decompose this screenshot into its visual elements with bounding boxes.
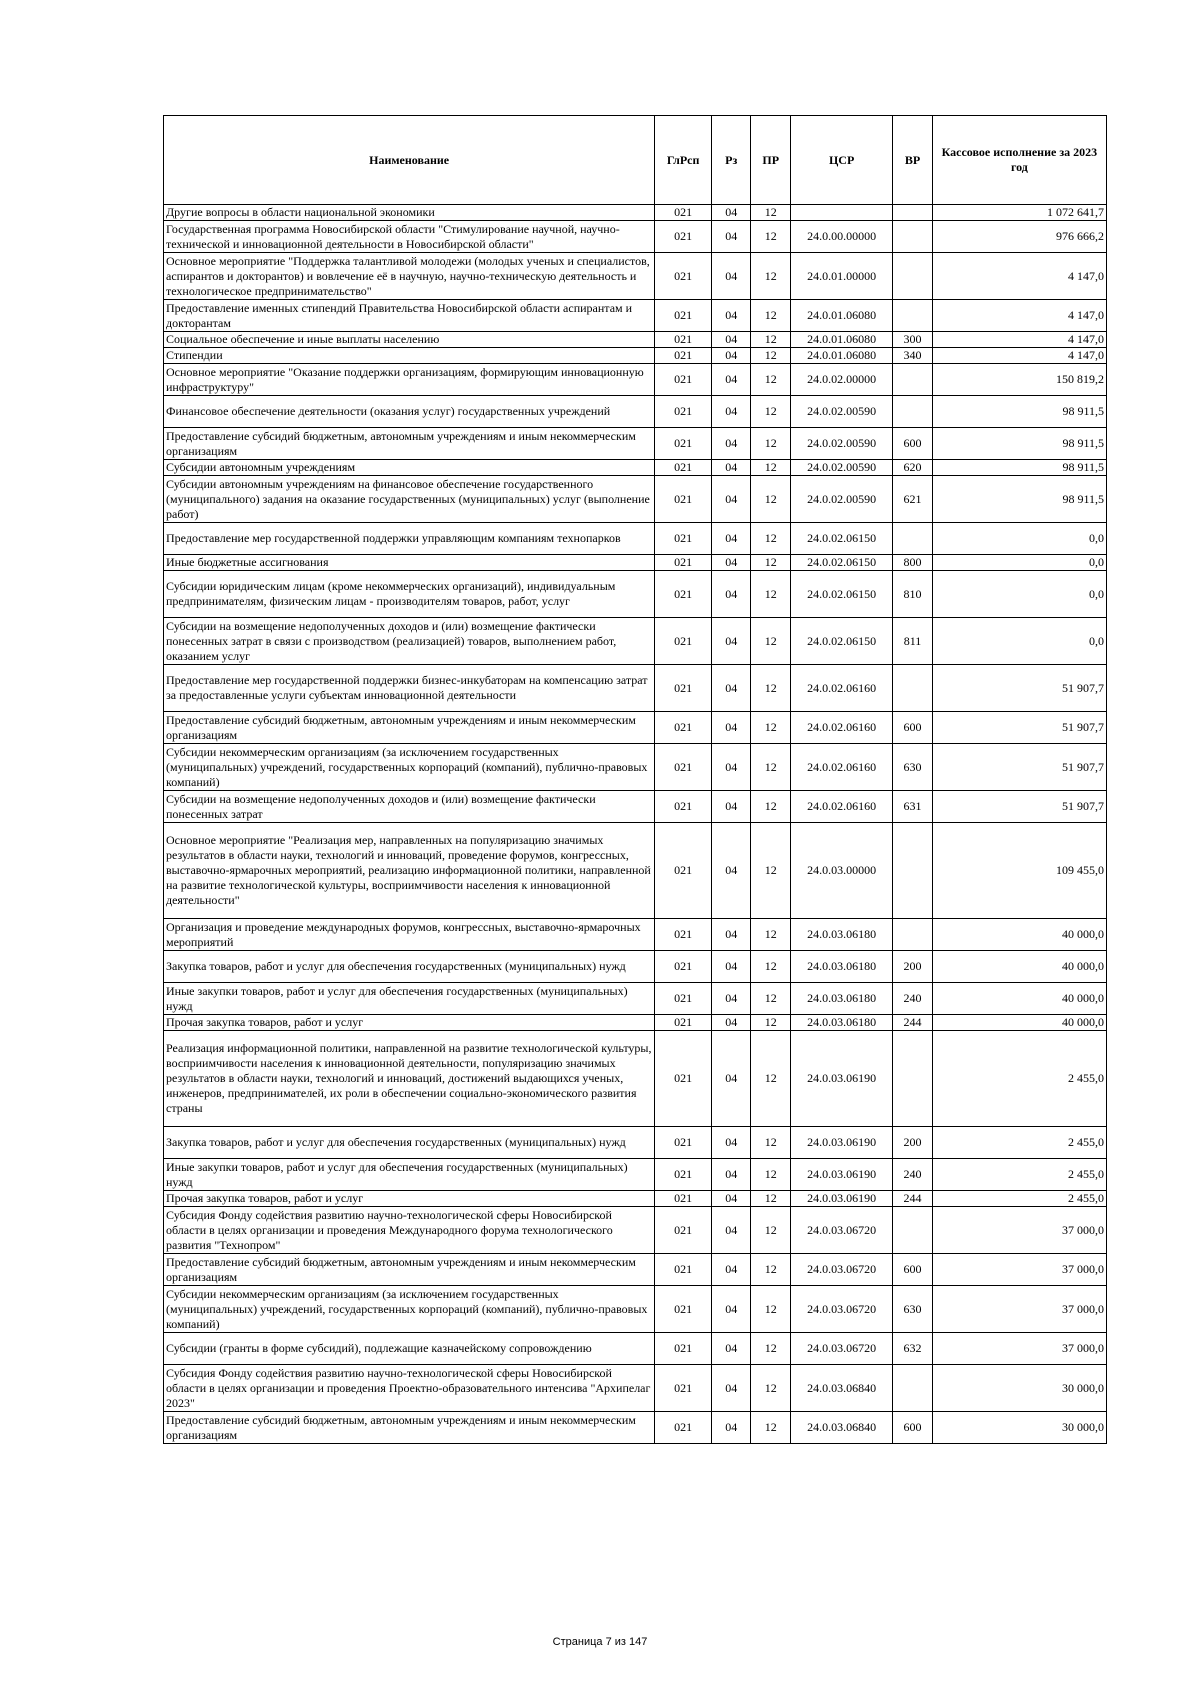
cell-amount: 51 907,7 xyxy=(932,665,1106,712)
cell-rz: 04 xyxy=(711,1015,751,1031)
cell-name: Иные закупки товаров, работ и услуг для обеспечения государственных (муниципальных) нужд xyxy=(164,1159,655,1191)
cell-rz: 04 xyxy=(711,951,751,983)
cell-rz: 04 xyxy=(711,1159,751,1191)
cell-csr: 24.0.03.06180 xyxy=(790,919,892,951)
cell-csr: 24.0.02.00590 xyxy=(790,460,892,476)
cell-pr: 12 xyxy=(751,460,791,476)
table-row xyxy=(164,555,1107,571)
cell-csr: 24.0.03.06720 xyxy=(790,1254,892,1286)
cell-pr: 12 xyxy=(751,951,791,983)
cell-name: Реализация информационной политики, направленной на развитие технологической культуры, восприимчивости населения к инновационной деятельности, популяризацию значимых результатов в области науки, технологий и инноваций, достижений выдающихся ученых, инженеров, предпринимателей, их роли в обеспечении социально-экономического развития страны xyxy=(164,1031,655,1127)
cell-rz: 04 xyxy=(711,1365,751,1412)
cell-rz: 04 xyxy=(711,618,751,665)
cell-vr: 200 xyxy=(893,951,933,983)
cell-vr: 620 xyxy=(893,460,933,476)
cell-csr: 24.0.01.06080 xyxy=(790,348,892,364)
cell-csr: 24.0.03.06190 xyxy=(790,1031,892,1127)
cell-vr xyxy=(893,1031,933,1127)
cell-pr: 12 xyxy=(751,744,791,791)
cell-amount: 0,0 xyxy=(932,571,1106,618)
cell-csr: 24.0.03.06180 xyxy=(790,1015,892,1031)
cell-amount: 109 455,0 xyxy=(932,823,1106,919)
cell-pr: 12 xyxy=(751,1127,791,1159)
table-body xyxy=(164,205,1107,1444)
cell-pr: 12 xyxy=(751,523,791,555)
cell-amount: 4 147,0 xyxy=(932,332,1106,348)
cell-glrsp: 021 xyxy=(655,1207,712,1254)
cell-csr: 24.0.03.06190 xyxy=(790,1159,892,1191)
cell-rz: 04 xyxy=(711,571,751,618)
cell-glrsp: 021 xyxy=(655,1365,712,1412)
cell-glrsp: 021 xyxy=(655,1412,712,1444)
cell-glrsp: 021 xyxy=(655,396,712,428)
cell-csr: 24.0.03.06180 xyxy=(790,951,892,983)
cell-glrsp: 021 xyxy=(655,791,712,823)
cell-pr: 12 xyxy=(751,791,791,823)
cell-name: Социальное обеспечение и иные выплаты населению xyxy=(164,332,655,348)
cell-pr: 12 xyxy=(751,1365,791,1412)
cell-amount: 30 000,0 xyxy=(932,1412,1106,1444)
cell-name: Основное мероприятие "Реализация мер, направленных на популяризацию значимых результатов в области науки, технологий и инноваций, проведение форумов, конгрессных, выставочно-ярмарочных мероприятий, реализацию информационной политики, направленной на развитие технологической культуры, восприимчивости населения к инновационной деятельности" xyxy=(164,823,655,919)
cell-vr: 631 xyxy=(893,791,933,823)
cell-pr: 12 xyxy=(751,221,791,253)
cell-rz: 04 xyxy=(711,476,751,523)
table-row xyxy=(164,332,1107,348)
cell-csr xyxy=(790,205,892,221)
cell-name: Прочая закупка товаров, работ и услуг xyxy=(164,1191,655,1207)
table-row xyxy=(164,1127,1107,1159)
cell-pr: 12 xyxy=(751,205,791,221)
cell-vr xyxy=(893,665,933,712)
table-row xyxy=(164,712,1107,744)
cell-pr: 12 xyxy=(751,555,791,571)
cell-rz: 04 xyxy=(711,1254,751,1286)
cell-amount: 2 455,0 xyxy=(932,1031,1106,1127)
cell-rz: 04 xyxy=(711,1031,751,1127)
cell-pr: 12 xyxy=(751,983,791,1015)
cell-amount: 0,0 xyxy=(932,523,1106,555)
table-row xyxy=(164,665,1107,712)
table-row xyxy=(164,1333,1107,1365)
cell-name: Основное мероприятие "Поддержка талантливой молодежи (молодых ученых и специалистов, аспирантов и докторантов) и вовлечение её в научную, научно-техническую деятельность и технологическое предпринимательство" xyxy=(164,253,655,300)
cell-name: Предоставление субсидий бюджетным, автономным учреждениям и иным некоммерческим организациям xyxy=(164,712,655,744)
cell-name: Предоставление субсидий бюджетным, автономным учреждениям и иным некоммерческим организациям xyxy=(164,428,655,460)
cell-vr: 600 xyxy=(893,1412,933,1444)
cell-rz: 04 xyxy=(711,332,751,348)
cell-csr: 24.0.02.00590 xyxy=(790,428,892,460)
header-pr: ПР xyxy=(751,116,791,205)
cell-pr: 12 xyxy=(751,1254,791,1286)
budget-table xyxy=(163,115,1107,1444)
cell-vr: 240 xyxy=(893,983,933,1015)
cell-rz: 04 xyxy=(711,1127,751,1159)
cell-name: Другие вопросы в области национальной экономики xyxy=(164,205,655,221)
cell-amount: 37 000,0 xyxy=(932,1286,1106,1333)
cell-csr: 24.0.02.00590 xyxy=(790,476,892,523)
cell-amount: 40 000,0 xyxy=(932,1015,1106,1031)
cell-pr: 12 xyxy=(751,1333,791,1365)
cell-csr: 24.0.03.00000 xyxy=(790,823,892,919)
cell-vr: 800 xyxy=(893,555,933,571)
header-vr: ВР xyxy=(893,116,933,205)
cell-glrsp: 021 xyxy=(655,364,712,396)
cell-vr: 600 xyxy=(893,428,933,460)
cell-glrsp: 021 xyxy=(655,665,712,712)
cell-vr xyxy=(893,523,933,555)
cell-vr xyxy=(893,364,933,396)
cell-glrsp: 021 xyxy=(655,476,712,523)
cell-name: Субсидии автономным учреждениям на финансовое обеспечение государственного (муниципального) задания на оказание государственных (муниципальных) услуг (выполнение работ) xyxy=(164,476,655,523)
cell-vr xyxy=(893,1365,933,1412)
cell-amount: 37 000,0 xyxy=(932,1207,1106,1254)
cell-rz: 04 xyxy=(711,712,751,744)
header-amount: Кассовое исполнение за 2023 год xyxy=(932,116,1106,205)
cell-name: Прочая закупка товаров, работ и услуг xyxy=(164,1015,655,1031)
cell-pr: 12 xyxy=(751,1207,791,1254)
cell-amount: 4 147,0 xyxy=(932,300,1106,332)
cell-glrsp: 021 xyxy=(655,744,712,791)
cell-rz: 04 xyxy=(711,300,751,332)
cell-amount: 2 455,0 xyxy=(932,1159,1106,1191)
cell-pr: 12 xyxy=(751,348,791,364)
cell-vr: 244 xyxy=(893,1191,933,1207)
cell-name: Субсидии некоммерческим организациям (за исключением государственных (муниципальных) учреждений, государственных корпораций (компаний), публично-правовых компаний) xyxy=(164,1286,655,1333)
cell-amount: 30 000,0 xyxy=(932,1365,1106,1412)
cell-pr: 12 xyxy=(751,476,791,523)
header-glrsp: ГлРсп xyxy=(655,116,712,205)
table-row xyxy=(164,221,1107,253)
cell-glrsp: 021 xyxy=(655,1159,712,1191)
cell-vr: 600 xyxy=(893,1254,933,1286)
table-row xyxy=(164,205,1107,221)
table-row xyxy=(164,523,1107,555)
table-row xyxy=(164,1254,1107,1286)
cell-vr xyxy=(893,253,933,300)
cell-csr: 24.0.03.06720 xyxy=(790,1207,892,1254)
cell-rz: 04 xyxy=(711,348,751,364)
cell-amount: 98 911,5 xyxy=(932,460,1106,476)
cell-vr xyxy=(893,1207,933,1254)
table-row xyxy=(164,823,1107,919)
cell-rz: 04 xyxy=(711,665,751,712)
table-row xyxy=(164,300,1107,332)
cell-name: Субсидии (гранты в форме субсидий), подлежащие казначейскому сопровождению xyxy=(164,1333,655,1365)
cell-name: Субсидии юридическим лицам (кроме некоммерческих организаций), индивидуальным предпринимателям, физическим лицам - производителям товаров, работ, услуг xyxy=(164,571,655,618)
cell-csr: 24.0.02.06150 xyxy=(790,618,892,665)
cell-amount: 2 455,0 xyxy=(932,1191,1106,1207)
cell-name: Финансовое обеспечение деятельности (оказания услуг) государственных учреждений xyxy=(164,396,655,428)
cell-glrsp: 021 xyxy=(655,460,712,476)
table-row xyxy=(164,618,1107,665)
cell-glrsp: 021 xyxy=(655,1031,712,1127)
cell-glrsp: 021 xyxy=(655,919,712,951)
cell-vr: 340 xyxy=(893,348,933,364)
cell-glrsp: 021 xyxy=(655,1254,712,1286)
cell-glrsp: 021 xyxy=(655,1127,712,1159)
cell-name: Закупка товаров, работ и услуг для обеспечения государственных (муниципальных) нужд xyxy=(164,1127,655,1159)
cell-csr: 24.0.00.00000 xyxy=(790,221,892,253)
cell-vr xyxy=(893,300,933,332)
cell-rz: 04 xyxy=(711,1333,751,1365)
cell-amount: 40 000,0 xyxy=(932,951,1106,983)
cell-amount: 51 907,7 xyxy=(932,744,1106,791)
cell-amount: 98 911,5 xyxy=(932,396,1106,428)
table-row xyxy=(164,1365,1107,1412)
cell-pr: 12 xyxy=(751,428,791,460)
cell-rz: 04 xyxy=(711,983,751,1015)
cell-csr: 24.0.02.06160 xyxy=(790,744,892,791)
cell-pr: 12 xyxy=(751,1159,791,1191)
cell-glrsp: 021 xyxy=(655,221,712,253)
cell-vr: 200 xyxy=(893,1127,933,1159)
table-row xyxy=(164,1286,1107,1333)
cell-amount: 51 907,7 xyxy=(932,791,1106,823)
cell-vr: 621 xyxy=(893,476,933,523)
cell-vr: 240 xyxy=(893,1159,933,1191)
cell-csr: 24.0.03.06190 xyxy=(790,1127,892,1159)
cell-name: Предоставление субсидий бюджетным, автономным учреждениям и иным некоммерческим организациям xyxy=(164,1254,655,1286)
cell-amount: 40 000,0 xyxy=(932,983,1106,1015)
cell-glrsp: 021 xyxy=(655,1333,712,1365)
cell-glrsp: 021 xyxy=(655,712,712,744)
cell-pr: 12 xyxy=(751,712,791,744)
cell-vr xyxy=(893,221,933,253)
cell-pr: 12 xyxy=(751,1286,791,1333)
table-row xyxy=(164,460,1107,476)
cell-rz: 04 xyxy=(711,1191,751,1207)
cell-pr: 12 xyxy=(751,1191,791,1207)
cell-rz: 04 xyxy=(711,744,751,791)
cell-rz: 04 xyxy=(711,1412,751,1444)
cell-amount: 4 147,0 xyxy=(932,348,1106,364)
cell-glrsp: 021 xyxy=(655,618,712,665)
cell-amount: 37 000,0 xyxy=(932,1254,1106,1286)
cell-name: Субсидии некоммерческим организациям (за исключением государственных (муниципальных) учреждений, государственных корпораций (компаний), публично-правовых компаний) xyxy=(164,744,655,791)
table-row xyxy=(164,396,1107,428)
table-row xyxy=(164,428,1107,460)
cell-csr: 24.0.03.06180 xyxy=(790,983,892,1015)
cell-rz: 04 xyxy=(711,221,751,253)
cell-amount: 37 000,0 xyxy=(932,1333,1106,1365)
table-row xyxy=(164,1031,1107,1127)
cell-pr: 12 xyxy=(751,253,791,300)
cell-glrsp: 021 xyxy=(655,300,712,332)
table-row xyxy=(164,476,1107,523)
cell-name: Предоставление именных стипендий Правительства Новосибирской области аспирантам и докторантам xyxy=(164,300,655,332)
cell-name: Субсидии на возмещение недополученных доходов и (или) возмещение фактически понесенных затрат в связи с производством (реализацией) товаров, выполнением работ, оказанием услуг xyxy=(164,618,655,665)
cell-glrsp: 021 xyxy=(655,951,712,983)
cell-csr: 24.0.01.06080 xyxy=(790,332,892,348)
cell-csr: 24.0.03.06840 xyxy=(790,1365,892,1412)
cell-pr: 12 xyxy=(751,1031,791,1127)
cell-pr: 12 xyxy=(751,665,791,712)
cell-vr xyxy=(893,823,933,919)
cell-vr: 300 xyxy=(893,332,933,348)
cell-glrsp: 021 xyxy=(655,1286,712,1333)
cell-name: Предоставление субсидий бюджетным, автономным учреждениям и иным некоммерческим организациям xyxy=(164,1412,655,1444)
cell-csr: 24.0.02.00000 xyxy=(790,364,892,396)
cell-vr: 810 xyxy=(893,571,933,618)
table-row xyxy=(164,253,1107,300)
cell-name: Основное мероприятие "Оказание поддержки организациям, формирующим инновационную инфраструктуру" xyxy=(164,364,655,396)
cell-csr: 24.0.02.06160 xyxy=(790,665,892,712)
cell-rz: 04 xyxy=(711,396,751,428)
header-name: Наименование xyxy=(164,116,655,205)
cell-vr: 244 xyxy=(893,1015,933,1031)
table-row xyxy=(164,1207,1107,1254)
cell-vr xyxy=(893,205,933,221)
cell-csr: 24.0.03.06190 xyxy=(790,1191,892,1207)
cell-vr xyxy=(893,396,933,428)
cell-glrsp: 021 xyxy=(655,428,712,460)
cell-glrsp: 021 xyxy=(655,523,712,555)
table-row xyxy=(164,791,1107,823)
cell-rz: 04 xyxy=(711,205,751,221)
table-row xyxy=(164,1412,1107,1444)
cell-rz: 04 xyxy=(711,460,751,476)
cell-csr: 24.0.02.06160 xyxy=(790,791,892,823)
table-row xyxy=(164,1159,1107,1191)
cell-glrsp: 021 xyxy=(655,253,712,300)
cell-pr: 12 xyxy=(751,571,791,618)
cell-csr: 24.0.03.06720 xyxy=(790,1286,892,1333)
table-row xyxy=(164,919,1107,951)
cell-amount: 1 072 641,7 xyxy=(932,205,1106,221)
cell-amount: 2 455,0 xyxy=(932,1127,1106,1159)
cell-name: Субсидия Фонду содействия развитию научно-технологической сферы Новосибирской области в целях организации и проведения Проектно-образовательного интенсива "Архипелаг 2023" xyxy=(164,1365,655,1412)
cell-vr: 630 xyxy=(893,1286,933,1333)
cell-pr: 12 xyxy=(751,396,791,428)
cell-pr: 12 xyxy=(751,332,791,348)
page-number: Страница 7 из 147 xyxy=(552,1636,648,1648)
cell-rz: 04 xyxy=(711,364,751,396)
table-row xyxy=(164,744,1107,791)
table-row xyxy=(164,983,1107,1015)
table-row xyxy=(164,364,1107,396)
cell-vr: 811 xyxy=(893,618,933,665)
cell-rz: 04 xyxy=(711,555,751,571)
cell-name: Предоставление мер государственной поддержки бизнес-инкубаторам на компенсацию затрат за предоставленные услуги субъектам инновационной деятельности xyxy=(164,665,655,712)
cell-csr: 24.0.02.06150 xyxy=(790,571,892,618)
cell-rz: 04 xyxy=(711,919,751,951)
cell-amount: 0,0 xyxy=(932,618,1106,665)
cell-rz: 04 xyxy=(711,1286,751,1333)
cell-vr: 630 xyxy=(893,744,933,791)
cell-amount: 51 907,7 xyxy=(932,712,1106,744)
cell-amount: 976 666,2 xyxy=(932,221,1106,253)
cell-csr: 24.0.02.06160 xyxy=(790,712,892,744)
cell-name: Иные закупки товаров, работ и услуг для обеспечения государственных (муниципальных) нужд xyxy=(164,983,655,1015)
cell-name: Организация и проведение международных форумов, конгрессных, выставочно-ярмарочных мероприятий xyxy=(164,919,655,951)
cell-csr: 24.0.02.00590 xyxy=(790,396,892,428)
cell-pr: 12 xyxy=(751,618,791,665)
cell-rz: 04 xyxy=(711,523,751,555)
cell-glrsp: 021 xyxy=(655,571,712,618)
cell-name: Субсидии автономным учреждениям xyxy=(164,460,655,476)
cell-csr: 24.0.03.06720 xyxy=(790,1333,892,1365)
cell-amount: 98 911,5 xyxy=(932,428,1106,460)
cell-name: Субсидия Фонду содействия развитию научно-технологической сферы Новосибирской области в целях организации и проведения Международного форума технологического развития "Технопром" xyxy=(164,1207,655,1254)
cell-glrsp: 021 xyxy=(655,823,712,919)
cell-pr: 12 xyxy=(751,1412,791,1444)
cell-rz: 04 xyxy=(711,428,751,460)
cell-glrsp: 021 xyxy=(655,348,712,364)
table-row xyxy=(164,951,1107,983)
cell-glrsp: 021 xyxy=(655,1191,712,1207)
table-row xyxy=(164,1015,1107,1031)
cell-name: Предоставление мер государственной поддержки управляющим компаниям технопарков xyxy=(164,523,655,555)
cell-glrsp: 021 xyxy=(655,205,712,221)
cell-name: Закупка товаров, работ и услуг для обеспечения государственных (муниципальных) нужд xyxy=(164,951,655,983)
cell-glrsp: 021 xyxy=(655,983,712,1015)
cell-pr: 12 xyxy=(751,364,791,396)
cell-vr: 632 xyxy=(893,1333,933,1365)
cell-vr xyxy=(893,919,933,951)
cell-glrsp: 021 xyxy=(655,555,712,571)
cell-csr: 24.0.02.06150 xyxy=(790,555,892,571)
cell-name: Иные бюджетные ассигнования xyxy=(164,555,655,571)
cell-amount: 98 911,5 xyxy=(932,476,1106,523)
cell-csr: 24.0.03.06840 xyxy=(790,1412,892,1444)
cell-csr: 24.0.01.06080 xyxy=(790,300,892,332)
cell-name: Субсидии на возмещение недополученных доходов и (или) возмещение фактически понесенных затрат xyxy=(164,791,655,823)
cell-pr: 12 xyxy=(751,1015,791,1031)
cell-name: Государственная программа Новосибирской области "Стимулирование научной, научно-технической и инновационной деятельности в Новосибирской области" xyxy=(164,221,655,253)
cell-amount: 40 000,0 xyxy=(932,919,1106,951)
table-header-row xyxy=(164,116,1107,205)
header-csr: ЦСР xyxy=(790,116,892,205)
header-rz: Рз xyxy=(711,116,751,205)
cell-rz: 04 xyxy=(711,1207,751,1254)
cell-pr: 12 xyxy=(751,919,791,951)
cell-amount: 0,0 xyxy=(932,555,1106,571)
cell-vr: 600 xyxy=(893,712,933,744)
cell-rz: 04 xyxy=(711,791,751,823)
cell-glrsp: 021 xyxy=(655,1015,712,1031)
cell-amount: 150 819,2 xyxy=(932,364,1106,396)
cell-glrsp: 021 xyxy=(655,332,712,348)
cell-rz: 04 xyxy=(711,823,751,919)
cell-pr: 12 xyxy=(751,823,791,919)
cell-csr: 24.0.01.00000 xyxy=(790,253,892,300)
cell-name: Стипендии xyxy=(164,348,655,364)
cell-csr: 24.0.02.06150 xyxy=(790,523,892,555)
table-row xyxy=(164,1191,1107,1207)
cell-rz: 04 xyxy=(711,253,751,300)
cell-amount: 4 147,0 xyxy=(932,253,1106,300)
cell-pr: 12 xyxy=(751,300,791,332)
table-row xyxy=(164,571,1107,618)
table-row xyxy=(164,348,1107,364)
